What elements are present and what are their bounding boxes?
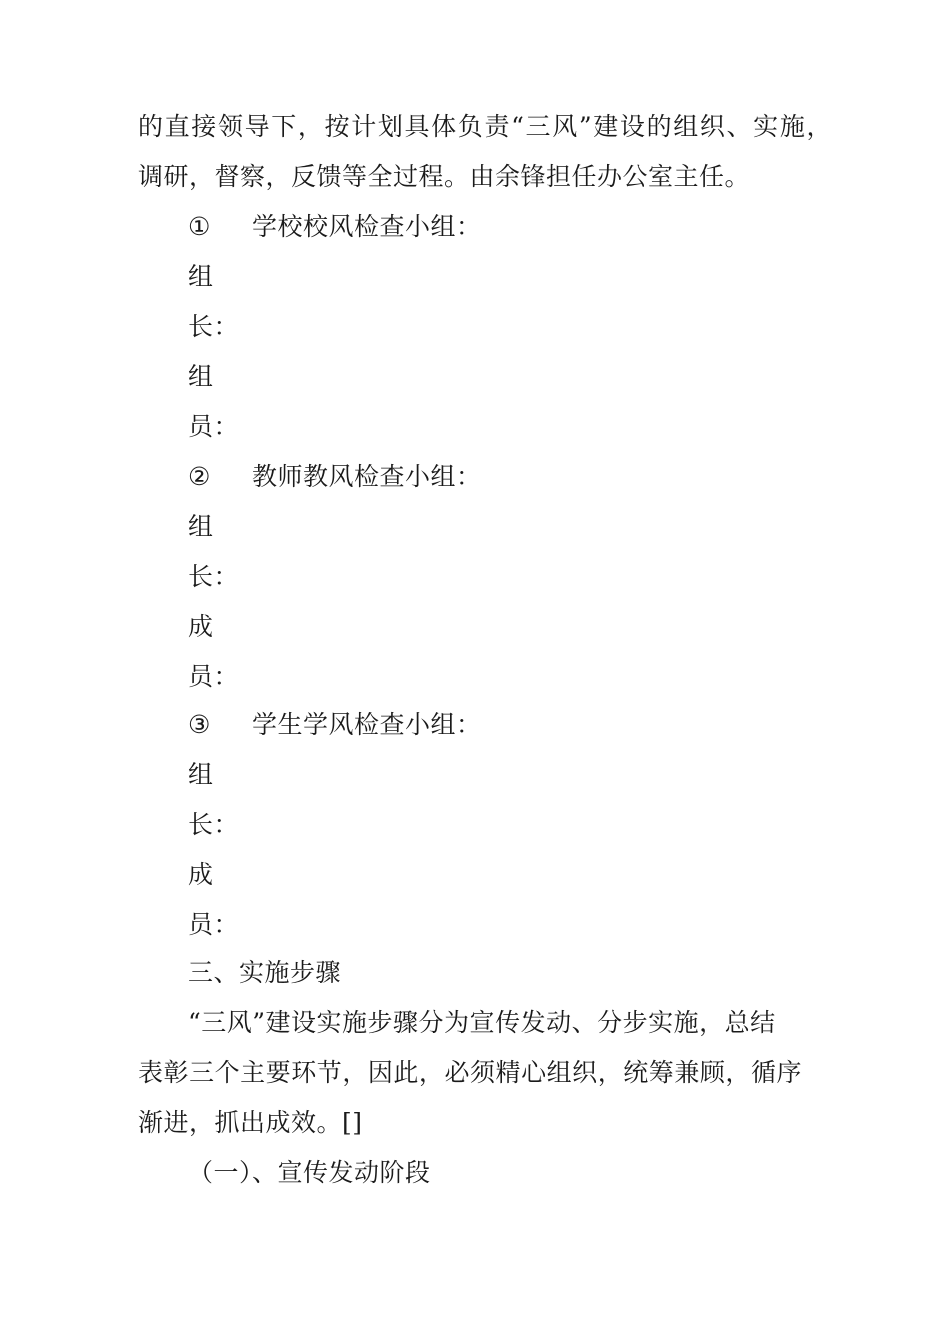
group-2-row-1: 组 [188,512,214,541]
paragraph-line-3: 渐进，抓出成效。[] [138,1108,363,1137]
group-1-row-1: 组 [188,262,214,291]
group-3-row-4: 员： [188,910,240,939]
intro-line-1: 的直接领导下，按计划具体负责“三风”建设的组织、实施， [138,112,832,141]
group-2-row-4: 员： [188,662,240,691]
group-1-title: 学校校风检查小组： [252,212,482,241]
group-1-row-4: 员： [188,412,240,441]
paragraph-line-2: 表彰三个主要环节，因此，必须精心组织，统筹兼顾，循序 [138,1058,802,1087]
group-3-title: 学生学风检查小组： [252,710,482,739]
group-2-marker: ② [188,462,211,491]
group-1-row-2: 长： [188,312,240,341]
subsection-title: （一）、宣传发动阶段 [188,1158,431,1187]
group-1-marker: ① [188,212,211,241]
group-3-marker: ③ [188,710,211,739]
group-3-row-1: 组 [188,760,214,789]
group-2-row-2: 长： [188,562,240,591]
paragraph-line-1: “三风”建设实施步骤分为宣传发动、分步实施，总结 [188,1008,776,1037]
section-title: 三、实施步骤 [188,958,342,987]
intro-line-2: 调研，督察，反馈等全过程。由余锋担任办公室主任。 [138,162,751,191]
group-1-row-3: 组 [188,362,214,391]
group-3-row-3: 成 [188,860,214,889]
group-2-row-3: 成 [188,612,214,641]
group-3-row-2: 长： [188,810,240,839]
group-2-title: 教师教风检查小组： [252,462,482,491]
